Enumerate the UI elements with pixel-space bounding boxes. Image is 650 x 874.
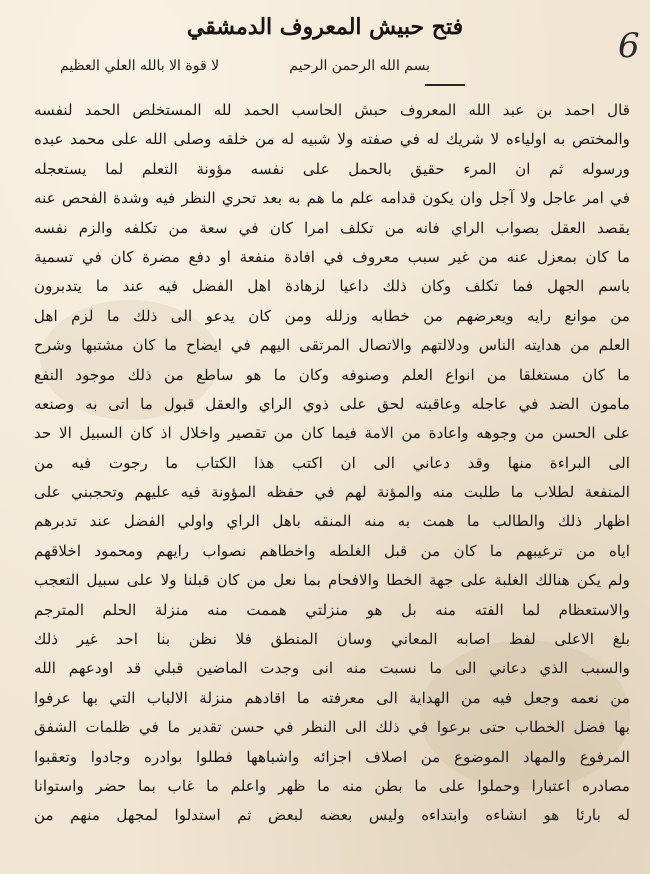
text-line: المرفوع والمهاد الموضوع من اصلاف اجزائه واشباهها فطلوا بوادره وجادوا وتعقبوا <box>34 747 630 766</box>
text-line: في امر عاجل ولا آجل وان يكون قدامه علم ما هم به بعد تحري النظر فيه وشدة الفحص عنه <box>34 189 630 208</box>
text-line: والمختص به اولياءه لا شريك له في صفته ولا شبيه له من خلقه وصلى الله على محمد عبده <box>34 130 630 149</box>
manuscript-title: فتح حبيش المعروف الدمشقي <box>186 14 464 40</box>
text-line: قال احمد بن عبد الله المعروف حبش الحاسب الحمد لله المستخلص الحمد لنفسه <box>34 101 630 119</box>
text-line: من نعمه وجعل فيه من الهداية الى معرفته ما اقادهم منزلة الالباب التي بها عرفوا <box>34 688 630 707</box>
title-rule <box>425 84 465 86</box>
text-line: ما كان مستغلقا من انواع العلم وصنوفه وكان ما هو ساطع من ذلك موجود النفع <box>34 365 630 384</box>
text-line: والاستعظام لما الفته منه بل هو منزلتي هممت منه منزلة الحلم المترجم <box>34 600 630 619</box>
text-line: باسم الجهل فما تكلف وكان ذلك داعيا لزهادة اهل الفضل فيه عند ما يتدبرون <box>34 277 630 296</box>
text-line: مصادره اعتبارا وحملوا على ما بطن منه ما ظهر واعلم ما غاب بما حضر واستوانا <box>34 776 630 795</box>
text-line: الى البراءة منها وقد دعاني الى ان اكتب هذا الكتاب ما رجوت فيه من <box>34 453 630 472</box>
opening-formulas <box>60 58 620 88</box>
basmala: بسم الله الرحمن الرحيم <box>289 58 430 74</box>
text-line: بقصد العقل بصواب الراي فانه من تكلف امرا كان في سعة من تكلفه والزم نفسه <box>34 218 630 237</box>
text-line: من موانع رايه ويعرضهم من خطابه وزلله ومن كان يدعو الى ذلك ما لزم اهل <box>34 306 630 325</box>
text-line: ورسوله ثم ان المرء حقيق بالحمل على نفسه مؤونة التعلم لما يستعجله <box>34 159 630 178</box>
text-line: بلغ الاعلى لفظ اصابه المعاني وسان المنطق فلا نظن بنا احد غير ذلك <box>34 630 630 649</box>
text-line: بها فضل الخطاب حتى برعوا في ذلك الى النظر في حسن تقدير ما في ظلمات الشفق <box>34 718 630 737</box>
text-line: له بارئا هو انشاءه وابتداءه وليس بعضه لبعض ثم استدلوا لمجهل منهم من <box>34 806 630 825</box>
text-line: اياه من ترغيبهم ما كان من قبل الغلطه واخطاهم نصواب رايهم ومحمود اخلاقهم <box>34 541 630 560</box>
text-line: على الحسن من وجوهه واعادة من الامة فيما كان من تقصير واخلال اذ كان السبيل الا حد <box>34 424 630 443</box>
text-line: العلم من هدايته الناس ودلالتهم والاتصال المرتقى اليهم في ايضاح ما كان مشتبها وشرح <box>34 336 630 355</box>
manuscript-body <box>34 96 630 868</box>
folio-number: 6 <box>618 26 640 66</box>
text-line: المنفعة لطلاب ما طلبت منه والمؤنة لهم في حفظه المؤونة فيه عليهم وتحجبني على <box>34 483 630 502</box>
invocation: لا قوة الا بالله العلي العظيم <box>60 58 220 74</box>
text-line: مامون الضد في عاجله وعاقبته لحق على ذوي الراي والعقل قبول ما اتى به وصنعه <box>34 394 630 413</box>
text-line: اظهار ذلك والطالب ما همت به منه المنقه باهل الراي واولي الفضل عند تدبرهم <box>34 512 630 531</box>
text-line: والسبب الذي دعاني الى ما نسبت منه انى وجدت الماضين قبلي قد اودعهم الله <box>34 659 630 678</box>
text-line: ما كان بمعزل عنه من غير سبب معروف في افادة منفعة او دفع مضرة كان في تسمية <box>34 247 630 266</box>
text-line: ولم يكن هنالك الغلبة على جهة الخطا والافحام بما نعل من كان قبلنا ولا على سبيل التعجب <box>34 571 630 590</box>
